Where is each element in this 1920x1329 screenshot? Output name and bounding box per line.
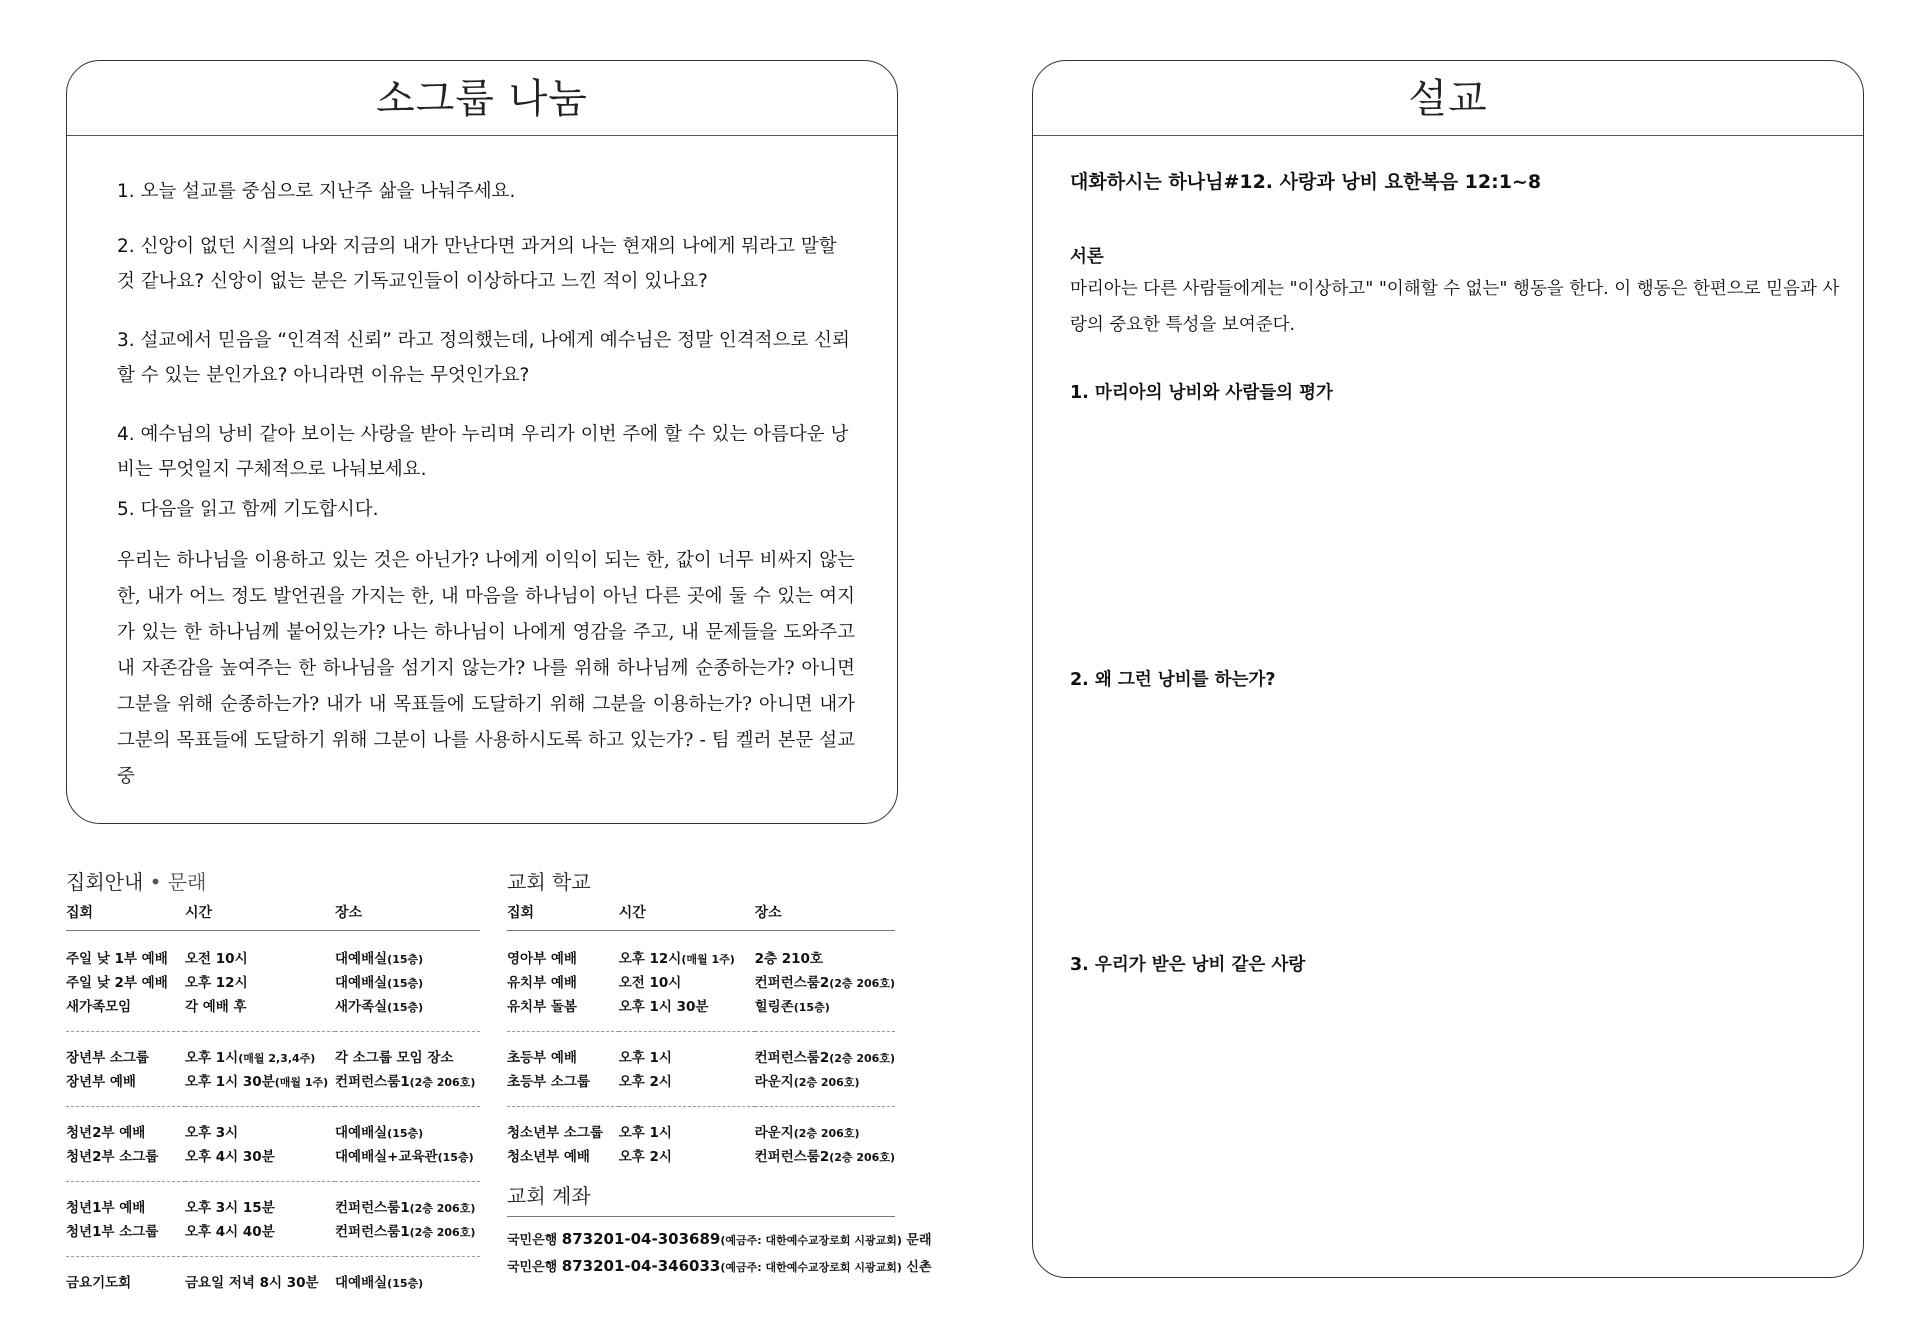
table-row: 주일 낮 2부 예배 오후 12시 대예배실(15층): [66, 975, 424, 991]
table-row: 청소년부 예배 오후 2시 컨퍼런스룸2(2층 206호): [507, 1149, 895, 1165]
account-line-2: 국민은행 873201-04-346033(예금주: 대한예수교장로회 시광교회) 신촌: [507, 1257, 932, 1275]
table-row: 금요기도회 금요일 저녁 8시 30분 대예배실(15층): [66, 1275, 424, 1291]
table-row: 새가족모임 각 예배 후 새가족실(15층): [66, 999, 424, 1015]
prayer-text: 우리는 하나님을 이용하고 있는 것은 아닌가? 나에게 이익이 되는 한, 값이 너무 비싸지 않는 한, 내가 어느 정도 발언권을 가지는 한, 내 마음을 하나님이 아닌 다른 곳에 둘 수 있는 여지가 있는 한 하나님께 붙어있는가? 나는 하나님이 나에게 영감을 주고, 내 문제들을 도와주고 내 자존감을 높여주는 한 하나님을 섬기지 않는가? 나를 위해 하나님께 순종하는가? 아니면 그분을 위해 순종하는가? 내가 내 목표들에 도달하기 위해 그분을 이용하는가? 아니면 내가 그분의 목표들에 도달하기 위해 그분이 나를 사용하시도록 하고 있는가? - 팀 켈러 본문 설교 중: [117, 550, 855, 787]
school-title: 교회 학교: [507, 870, 591, 894]
sermon-point-3: 3. 우리가 받은 낭비 같은 사랑: [1070, 955, 1306, 975]
school-header-event: 집회: [507, 900, 619, 931]
accounts-title: 교회 계좌: [507, 1184, 591, 1208]
school-header-place: 장소: [755, 900, 895, 931]
school-table: [507, 900, 895, 1167]
sharing-question-1: 1. 오늘 설교를 중심으로 지난주 삶을 나눠주세요.: [117, 181, 516, 202]
sermon-panel: [1032, 60, 1864, 1278]
meetings-table: [66, 900, 480, 1293]
table-row: 초등부 예배 오후 1시 컨퍼런스룸2(2층 206호): [507, 1050, 895, 1066]
meetings-header-time: 시간: [185, 900, 335, 931]
school-header-time: 시간: [619, 900, 755, 931]
sermon-point-2: 2. 왜 그런 낭비를 하는가?: [1070, 670, 1276, 690]
sermon-intro-text: 마리아는 다른 사람들에게는 "이상하고" "이해할 수 없는" 행동을 한다. 이 행동은 한편으로 믿음과 사랑의 중요한 특성을 보여준다.: [1070, 279, 1840, 335]
table-row: 유치부 예배 오전 10시 컨퍼런스룸2(2층 206호): [507, 975, 895, 991]
table-row: 주일 낮 1부 예배 오전 10시 대예배실(15층): [66, 951, 424, 967]
sharing-question-3: 3. 설교에서 믿음을 “인격적 신뢰” 라고 정의했는데, 나에게 예수님은 정말 인격적으로 신뢰할 수 있는 분인가요? 아니라면 이유는 무엇인가요?: [117, 330, 850, 386]
sermon-heading: 대화하시는 하나님#12. 사랑과 낭비 요한복음 12:1~8: [1070, 171, 1542, 193]
sermon-point-1: 1. 마리아의 낭비와 사람들의 평가: [1070, 383, 1333, 403]
table-row: 영아부 예배 오후 12시(매월 1주) 2층 210호: [507, 951, 823, 967]
sermon-panel-title: 설교: [1033, 61, 1863, 136]
account-line-1: 국민은행 873201-04-303689(예금주: 대한예수교장로회 시광교회) 문래: [507, 1230, 932, 1248]
meetings-header-place: 장소: [335, 900, 480, 931]
sermon-intro-label: 서론: [1070, 247, 1104, 267]
table-row: 청년1부 예배 오후 3시 15분 컨퍼런스룸1(2층 206호): [66, 1200, 476, 1216]
table-row: 청소년부 소그룹 오후 1시 라운지(2층 206호): [507, 1125, 860, 1141]
sharing-question-2: 2. 신앙이 없던 시절의 나와 지금의 내가 만난다면 과거의 나는 현재의 나에게 뭐라고 말할 것 같나요? 신앙이 없는 분은 기독교인들이 이상하다고 느낀 적이 있나요?: [117, 236, 837, 292]
table-row: 청년2부 예배 오후 3시 대예배실(15층): [66, 1125, 424, 1141]
table-row: 청년2부 소그룹 오후 4시 30분 대예배실+교육관(15층): [66, 1149, 474, 1165]
sharing-panel: [66, 60, 898, 824]
accounts-divider: [507, 1216, 895, 1217]
table-row: 장년부 예배 오후 1시 30분(매월 1주) 컨퍼런스룸1(2층 206호): [66, 1074, 476, 1090]
table-row: 유치부 돌봄 오후 1시 30분 힐링존(15층): [507, 999, 830, 1015]
table-row: 장년부 소그룹 오후 1시(매월 2,3,4주) 각 소그룹 모임 장소: [66, 1050, 454, 1066]
sharing-title: 소그룹 나눔: [67, 61, 897, 136]
table-row: 초등부 소그룹 오후 2시 라운지(2층 206호): [507, 1074, 860, 1090]
meetings-title: 집회안내 • 문래: [66, 870, 207, 894]
sharing-question-4: 4. 예수님의 낭비 같아 보이는 사랑을 받아 누리며 우리가 이번 주에 할 수 있는 아름다운 낭비는 무엇일지 구체적으로 나눠보세요.: [117, 424, 849, 480]
sharing-question-5: 5. 다음을 읽고 함께 기도합시다.: [117, 499, 379, 520]
meetings-header-event: 집회: [66, 900, 185, 931]
table-row: 청년1부 소그룹 오후 4시 40분 컨퍼런스룸1(2층 206호): [66, 1224, 476, 1240]
